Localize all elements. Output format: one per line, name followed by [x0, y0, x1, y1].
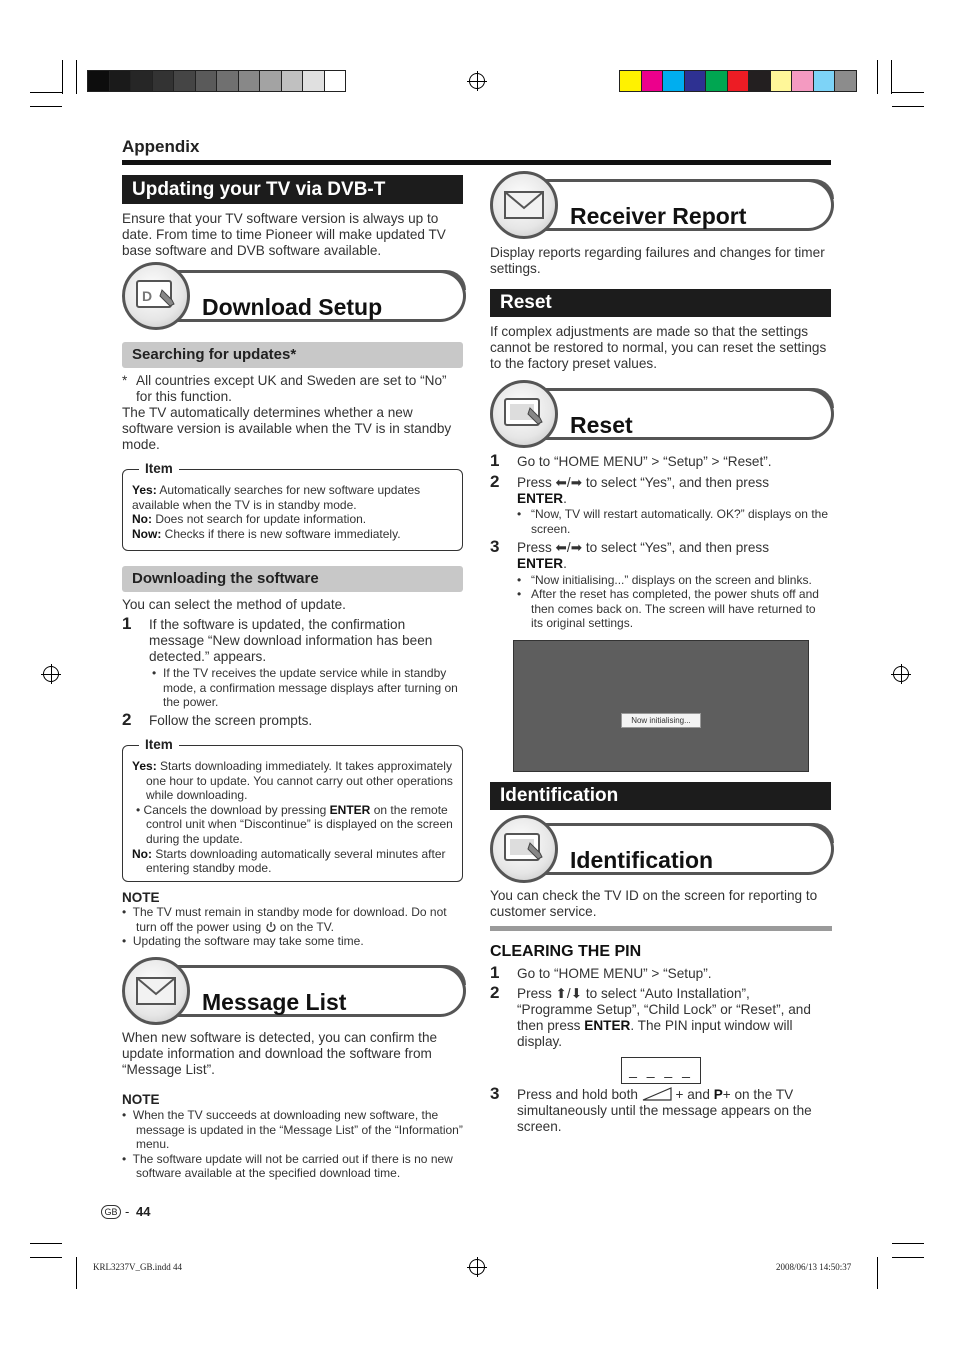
- item-label: Item: [139, 461, 179, 476]
- pin-step-1: Go to “HOME MENU” > “Setup”.: [517, 966, 712, 981]
- calibration-swatch: [238, 70, 261, 92]
- file-name: KRL3237V_GB.indd 44: [93, 1262, 183, 1272]
- subheading-searching: Searching for updates*: [122, 342, 463, 368]
- calibration-swatch: [705, 70, 728, 92]
- search-description: The TV automatically determines whether a new software version is available when the TV is in standby mode.: [122, 405, 452, 452]
- calibration-swatch: [834, 70, 857, 92]
- pin-heading: CLEARING THE PIN: [490, 943, 642, 960]
- item-box-search: Item Yes: Automatically searches for new software updates available when the TV is in standby mode. No: Does not search for update information. Now: Checks if there is new software immediately.: [122, 469, 463, 551]
- calibration-swatch: [130, 70, 153, 92]
- reset-step-3: Press ⬅/➡ to select “Yes”, and then press ENTER.: [517, 540, 769, 571]
- calibration-swatch: [684, 70, 707, 92]
- calibration-swatch: [216, 70, 239, 92]
- region-badge: GB: [101, 1205, 121, 1219]
- pin-input-window: _ _ _ _: [621, 1057, 701, 1084]
- banner-subtitle: Setup: [570, 825, 612, 842]
- registration-mark-icon: [43, 666, 59, 682]
- left-right-arrow-icon: ⬅/➡: [555, 540, 583, 555]
- reset-step-1: Go to “HOME MENU” > “Setup” > “Reset”.: [517, 454, 772, 469]
- setup-tv-icon: [490, 815, 558, 883]
- banner-title: Reset: [570, 412, 633, 438]
- left-right-arrow-icon: ⬅/➡: [555, 475, 583, 490]
- calibration-swatch: [791, 70, 814, 92]
- pin-step-3: Press and hold both + and P+ on the TV simultaneously until the message appears on the screen.: [517, 1087, 812, 1134]
- menu-banner-receiver-report: [490, 175, 834, 235]
- registration-mark-icon: [469, 73, 485, 89]
- step-1-bullet: If the TV receives the update service while in standby mode, a confirmation message displays after turning on the power.: [163, 666, 458, 710]
- note-heading: NOTE: [122, 890, 160, 905]
- banner-subtitle: Information: [570, 181, 653, 198]
- reset-step-3-bullet-1: “Now initialising...” displays on the screen and blinks.: [531, 573, 812, 587]
- note-1-list: • The TV must remain in standby mode for download. Do not turn off the power using on the TV. • Updating the software may take some time.: [122, 905, 447, 949]
- calibration-swatch: [324, 70, 347, 92]
- svg-text:D: D: [142, 288, 153, 304]
- calibration-swatch: [770, 70, 793, 92]
- pin-step-2: Press ⬆/⬇ to select “Auto Installation”, “Programme Setup”, “Child Lock” or “Reset”, and then press ENTER. The PIN input window will display.: [517, 986, 811, 1049]
- message-list-text: When new software is detected, you can confirm the update information and download the software from “Message List”.: [122, 1030, 438, 1077]
- banner-subtitle: Information: [202, 967, 285, 984]
- calibration-strip-left: [87, 70, 345, 92]
- calibration-swatch: [748, 70, 771, 92]
- intro-text: Ensure that your TV software version is always up to date. From time to time Pioneer will make updated TV base software and DVB software available.: [122, 211, 446, 258]
- envelope-icon: [122, 957, 190, 1025]
- reset-step-3-bullet-2: After the reset has completed, the power shuts off and then comes back on. The screen will have returned to its original settings.: [531, 587, 819, 631]
- calibration-swatch: [195, 70, 218, 92]
- banner-subtitle: Digital Setup: [202, 272, 294, 289]
- menu-banner-message-list: [122, 961, 466, 1021]
- calibration-swatch: [813, 70, 836, 92]
- page-number: 44: [136, 1204, 151, 1219]
- calibration-swatch: [281, 70, 304, 92]
- subheading-downloading: Downloading the software: [122, 566, 463, 592]
- item-box-download: Item Yes: Starts downloading immediately. It takes approximately one hour to update. You cannot carry out other operations while downloading. • Cancels the download by pressing ENTER on the remote control unit when “Discontinue” is displayed on the screen during the update. No: Starts downloading automatically several minutes after entering standby mode.: [122, 745, 463, 882]
- calibration-swatch: [662, 70, 685, 92]
- menu-banner-reset: [490, 384, 834, 444]
- menu-banner-identification: [490, 819, 834, 879]
- envelope-icon: [490, 171, 558, 239]
- menu-banner-download-setup: [122, 266, 466, 326]
- power-icon: [265, 921, 277, 933]
- banner-title: Identification: [570, 847, 714, 873]
- section-heading-identification: Identification: [490, 782, 831, 810]
- section-label: Appendix: [122, 137, 200, 156]
- setup-tv-icon: [490, 380, 558, 448]
- reset-step-2: Press ⬅/➡ to select “Yes”, and then press ENTER.: [517, 475, 769, 506]
- calibration-swatch: [302, 70, 325, 92]
- banner-title: Message List: [202, 989, 347, 1015]
- calibration-swatch: [87, 70, 110, 92]
- step-1-text: If the software is updated, the confirmation message “New download information has been detected.” appears.: [149, 617, 433, 664]
- header-rule: [122, 160, 831, 165]
- banner-title: Receiver Report: [570, 203, 747, 229]
- note-2-list: • When the TV succeeds at downloading new software, the message is updated in the “Message List” of the “Information” menu. • The software update will not be carried out if there is no new software available at the specified download time.: [122, 1108, 463, 1181]
- calibration-swatch: [259, 70, 282, 92]
- volume-icon: [642, 1087, 672, 1101]
- calibration-swatch: [152, 70, 175, 92]
- reset-description: If complex adjustments are made so that the settings cannot be restored to normal, you can reset the settings to the factory preset values.: [490, 324, 827, 371]
- note-heading: NOTE: [122, 1092, 160, 1107]
- print-date: 2008/06/13 14:50:37: [776, 1262, 852, 1272]
- section-heading-updating: Updating your TV via DVB-T: [122, 175, 463, 204]
- initialising-message: Now initialising...: [621, 713, 701, 728]
- identification-text: You can check the TV ID on the screen for reporting to customer service.: [490, 888, 818, 919]
- calibration-swatch: [727, 70, 750, 92]
- divider: [490, 926, 832, 931]
- banner-subtitle: Setup: [570, 390, 612, 407]
- calibration-swatch: [641, 70, 664, 92]
- digital-setup-icon: [122, 262, 190, 330]
- download-intro: You can select the method of update.: [122, 597, 346, 612]
- registration-mark-icon: [893, 666, 909, 682]
- step-2-text: Follow the screen prompts.: [149, 713, 313, 728]
- section-heading-reset: Reset: [490, 289, 831, 317]
- item-label: Item: [139, 737, 179, 752]
- reset-step-2-bullet: “Now, TV will restart automatically. OK?” displays on the screen.: [531, 507, 828, 536]
- tv-screen-illustration: [513, 640, 809, 772]
- calibration-strip-right: [619, 70, 856, 92]
- calibration-swatch: [619, 70, 642, 92]
- banner-title: Download Setup: [202, 294, 383, 320]
- calibration-swatch: [173, 70, 196, 92]
- calibration-swatch: [109, 70, 132, 92]
- up-down-arrow-icon: ⬆/⬇: [555, 986, 583, 1001]
- receiver-report-text: Display reports regarding failures and changes for timer settings.: [490, 245, 825, 276]
- registration-mark-icon: [469, 1259, 485, 1275]
- footnote-text: All countries except UK and Sweden are set to “No” for this function.: [136, 373, 447, 404]
